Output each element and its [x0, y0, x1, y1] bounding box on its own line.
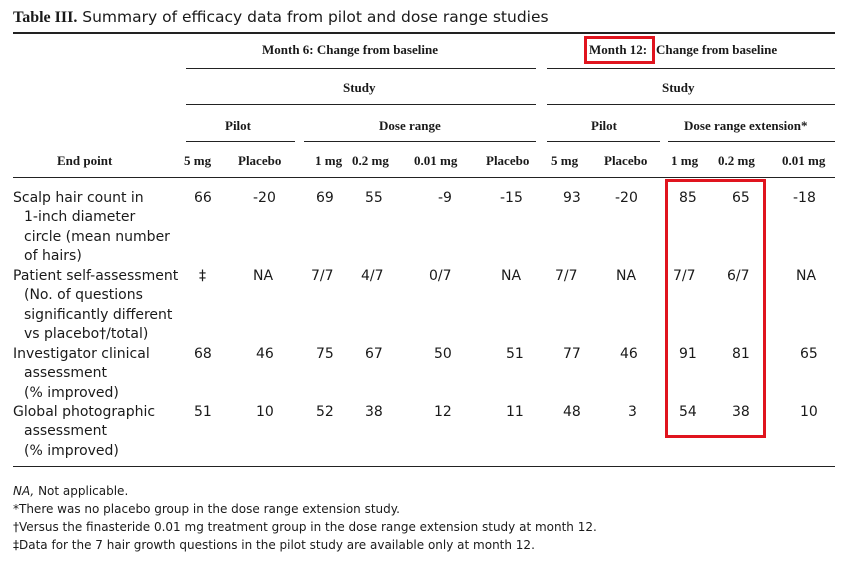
table-cell: ‡ — [199, 268, 206, 284]
end-point-line: Global photographic — [13, 404, 156, 420]
col-header: 0.01 mg — [782, 153, 826, 168]
table-cell: 48 — [563, 404, 581, 420]
end-point-header: End point — [57, 153, 113, 168]
col-header: 0.2 mg — [718, 153, 755, 168]
footnote-1: *There was no placebo group in the dose range extension study. — [13, 502, 400, 516]
table-caption: Summary of efficacy data from pilot and dose range studies — [82, 8, 549, 26]
dose-range-rule — [304, 141, 536, 142]
table-cell: 46 — [256, 346, 274, 362]
table-cell: 51 — [194, 404, 212, 420]
table-cell: 50 — [434, 346, 452, 362]
col-header: 5 mg — [184, 153, 212, 168]
table-cell: 68 — [194, 346, 212, 362]
table-cell: 91 — [679, 346, 697, 362]
end-point-line: circle (mean number — [24, 228, 170, 245]
end-point-line: (% improved) — [24, 384, 119, 401]
end-point-cell — [13, 267, 178, 344]
col-header: 1 mg — [315, 153, 343, 168]
table-cell: 38 — [732, 404, 750, 420]
col-header: 0.2 mg — [352, 153, 389, 168]
table-cell: 81 — [732, 346, 750, 362]
table-cell: NA — [616, 268, 637, 284]
table-cell: 46 — [620, 346, 638, 362]
footnote-na-text: Not applicable. — [38, 484, 129, 498]
footnote-3: ‡Data for the 7 hair growth questions in the pilot study are available only at month 12. — [13, 538, 535, 552]
end-point-line: (No. of questions — [24, 287, 143, 304]
table-cell: 12 — [434, 404, 452, 420]
end-point-line: Patient self-assessment — [13, 268, 179, 284]
end-point-line: (% improved) — [24, 442, 119, 459]
pilot-left-rule — [186, 141, 295, 142]
top-rule — [13, 32, 835, 34]
table-cell: 6/7 — [727, 268, 750, 284]
table-cell: NA — [501, 268, 522, 284]
col-header: 5 mg — [551, 153, 579, 168]
pilot-left-header: Pilot — [225, 118, 251, 133]
col-header: 1 mg — [671, 153, 699, 168]
table-label: Table III. — [13, 9, 78, 26]
table-cell: 38 — [365, 404, 383, 420]
dose-range-header: Dose range — [379, 118, 441, 133]
table-cell: 54 — [679, 404, 697, 420]
end-point-line: Investigator clinical — [13, 346, 150, 362]
table-cell: 75 — [316, 346, 334, 362]
column-header-rule — [13, 177, 835, 178]
table-cell: NA — [253, 268, 274, 284]
month6-header: Month 6: Change from baseline — [262, 42, 438, 57]
month12-label: Month 12: — [589, 42, 648, 57]
end-point-cell — [13, 345, 150, 403]
table-cell: 0/7 — [429, 268, 452, 284]
table-cell: 11 — [506, 404, 524, 420]
table-cell: 7/7 — [673, 268, 696, 284]
table-cell: 85 — [679, 190, 697, 206]
table-cell: 7/7 — [311, 268, 334, 284]
table-cell: 51 — [506, 346, 524, 362]
table-cell: 69 — [316, 190, 334, 206]
table-cell: -20 — [253, 190, 276, 206]
bottom-rule — [13, 466, 835, 467]
month12-header: Change from baseline — [656, 42, 778, 57]
values-highlight-box — [665, 179, 766, 438]
pilot-right-rule — [547, 141, 660, 142]
study-right-rule — [547, 104, 835, 105]
month12-highlight-box — [584, 36, 655, 64]
table-cell: 3 — [628, 404, 637, 420]
table-cell: -9 — [438, 190, 452, 206]
table-cell: NA — [796, 268, 817, 284]
end-point-line: of hairs) — [24, 247, 82, 264]
table-cell: 65 — [800, 346, 818, 362]
end-point-line: assessment — [24, 365, 107, 382]
table-cell: 7/7 — [555, 268, 578, 284]
study-left-rule — [186, 104, 536, 105]
table-cell: 67 — [365, 346, 383, 362]
table-cell: 65 — [732, 190, 750, 206]
end-point-cell — [13, 403, 155, 461]
end-point-line: significantly different — [24, 306, 173, 323]
table-cell: 10 — [800, 404, 818, 420]
col-header: Placebo — [604, 153, 648, 168]
dose-range-ext-rule — [668, 141, 835, 142]
end-point-line: Scalp hair count in — [13, 190, 144, 206]
col-header: Placebo — [486, 153, 530, 168]
table-cell: 4/7 — [361, 268, 384, 284]
footnote-na — [13, 484, 128, 498]
table-cell: 10 — [256, 404, 274, 420]
table-cell: 66 — [194, 190, 212, 206]
footnote-na-abbr: NA, — [13, 484, 35, 498]
col-header: Placebo — [238, 153, 282, 168]
dose-range-ext-header: Dose range extension* — [684, 118, 808, 133]
table-cell: -15 — [500, 190, 523, 206]
end-point-cell — [13, 189, 170, 266]
table-title — [13, 8, 549, 27]
end-point-line: assessment — [24, 423, 107, 440]
footnote-2: †Versus the finasteride 0.01 mg treatment group in the dose range extension study at month 12. — [13, 520, 597, 534]
table-cell: 77 — [563, 346, 581, 362]
study-right-header: Study — [662, 80, 695, 95]
study-left-header: Study — [343, 80, 376, 95]
end-point-line: 1-inch diameter — [24, 209, 136, 226]
table-cell: -18 — [793, 190, 816, 206]
table-cell: -20 — [615, 190, 638, 206]
end-point-line: vs placebo†/total) — [24, 325, 149, 342]
pilot-right-header: Pilot — [591, 118, 617, 133]
month12-rule — [547, 68, 835, 69]
table-cell: 52 — [316, 404, 334, 420]
month6-rule — [186, 68, 536, 69]
table-cell: 55 — [365, 190, 383, 206]
col-header: 0.01 mg — [414, 153, 458, 168]
table-cell: 93 — [563, 190, 581, 206]
